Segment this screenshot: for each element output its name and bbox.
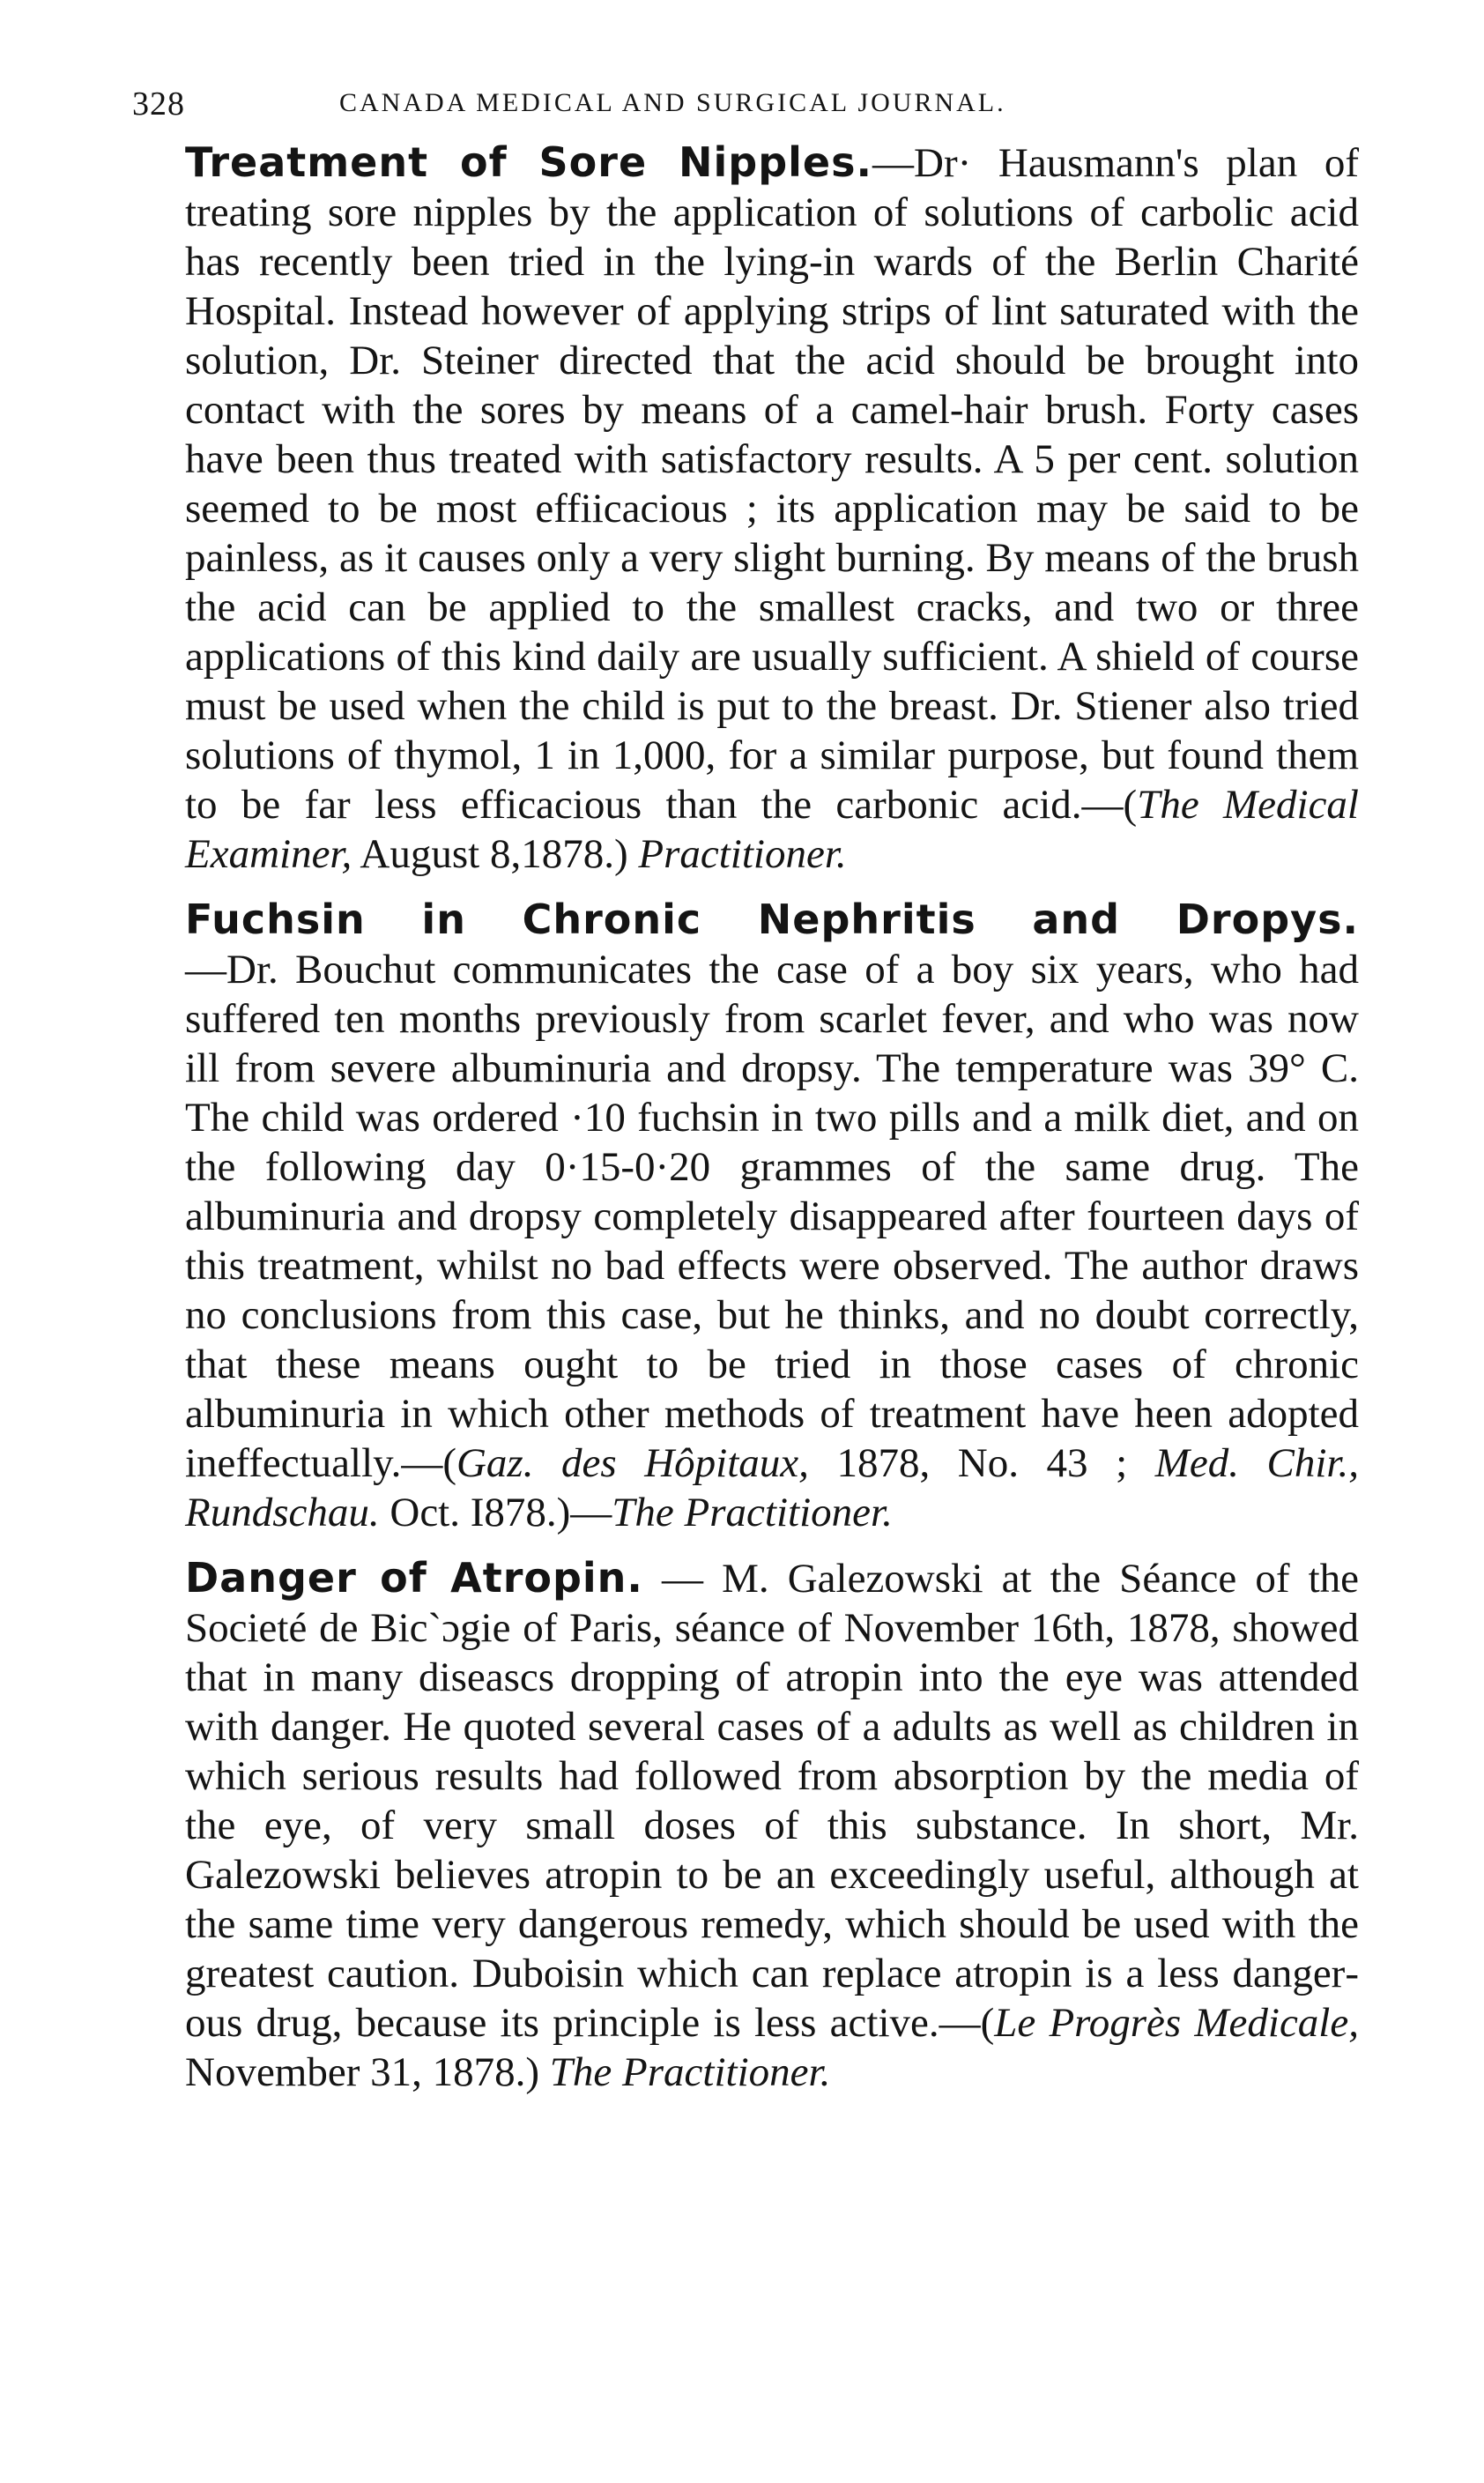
article-source-title-2: Med. Chir., Rundschau. xyxy=(185,1440,1360,1535)
page-number: 328 xyxy=(132,85,185,123)
article-source-date-2: Oct. I878.)— xyxy=(379,1490,612,1535)
article-credit: The Practitioner. xyxy=(549,2049,831,2095)
article-source-date: August 8,1878.) xyxy=(352,831,639,877)
article-heading: Fuchsin in Chronic Nephritis and Dropys. xyxy=(185,896,1359,943)
article-source-date: 1878, No. 43 ; xyxy=(808,1440,1155,1486)
article-source-title: Le Progrès Medicale, xyxy=(994,2000,1359,2046)
article-heading: Treatment of Sore Nipples. xyxy=(185,138,872,186)
article-heading: Danger of Atropin. xyxy=(185,1554,643,1602)
article-source-title: Gaz. des Hôpitaux, xyxy=(456,1440,809,1486)
article-credit: Practitioner. xyxy=(638,831,847,877)
article-body: —Dr· Hausmann's plan of treating sore nipples by the application of solutions of carbolic acid has recently been tried in the lying-in wards of the Berlin Charité Hospital. Instead however of applying strips of lint saturated with the solution, Dr. Steiner directed that the acid should be brought into contact with the sores by means of a camel-hair brush. Forty cases have been thus treated with satisfactory results. A 5 per cent. solution seemed to be most effiicacious ; its application may be said to be painless, as it causes only a very slight burning. By means of the brush the acid can be applied to the smallest cracks, and two or three applications of this kind daily are usually sufficient. A shield of course must be used when the child is put to the breast. Dr. Stiener also tried solutions of thymol, 1 in 1,000, for a similar purpose, but found them to be far less efficacious than the carbonic acid.—( xyxy=(185,140,1359,828)
article-body: —Dr. Bouchut communicates the case of a boy six years, who had suffered ten months previously from scarlet fever, and who was now ill from severe albuminuria and dropsy. The temperature was 39° C. The child was ordered ·10 fuchsin in two pills and a milk diet, and on the following day 0·15-0·20 grammes of the same drug. The albuminuria and dropsy completely disappeared after fourteen days of this treatment, whilst no bad effects were observed. The author draws no conclusions from this case, but he thinks, and no doubt correctly, that these means ought to be tried in those cases of chronic albuminuria in which other methods of treatment have heen adopted ineffectually.—( xyxy=(185,947,1359,1486)
journal-title: CANADA MEDICAL AND SURGICAL JOURNAL. xyxy=(339,88,1006,117)
article-credit: The Practitioner. xyxy=(612,1490,893,1535)
journal-page xyxy=(132,85,1359,2097)
article-fuchsin xyxy=(132,895,1359,1537)
article-body: — M. Galezowski at the Séance of the Societé de Bic`ɔgie of Paris, séance of November 16th, 1878, showed that in many diseascs dropping of atropin into the eye was attended with danger. He quoted several cases of a adults as well as children in which serious results had followed from absorption by the media of the eye, of very small doses of this substance. In short, Mr. Galezowski believes atropin to be an exceedingly useful, although at the same time very dangerous remedy, which should be used with the greatest caution. Duboisin which can replace atropin is a less dangerous drug, because its principle is less active.—( xyxy=(185,1556,1359,2046)
running-head xyxy=(132,85,1359,138)
article-source-date: November 31, 1878.) xyxy=(185,2049,550,2095)
article-sore-nipples xyxy=(132,138,1359,879)
article-source-title: The Medical Examiner, xyxy=(185,782,1359,877)
article-atropin xyxy=(132,1553,1359,2097)
